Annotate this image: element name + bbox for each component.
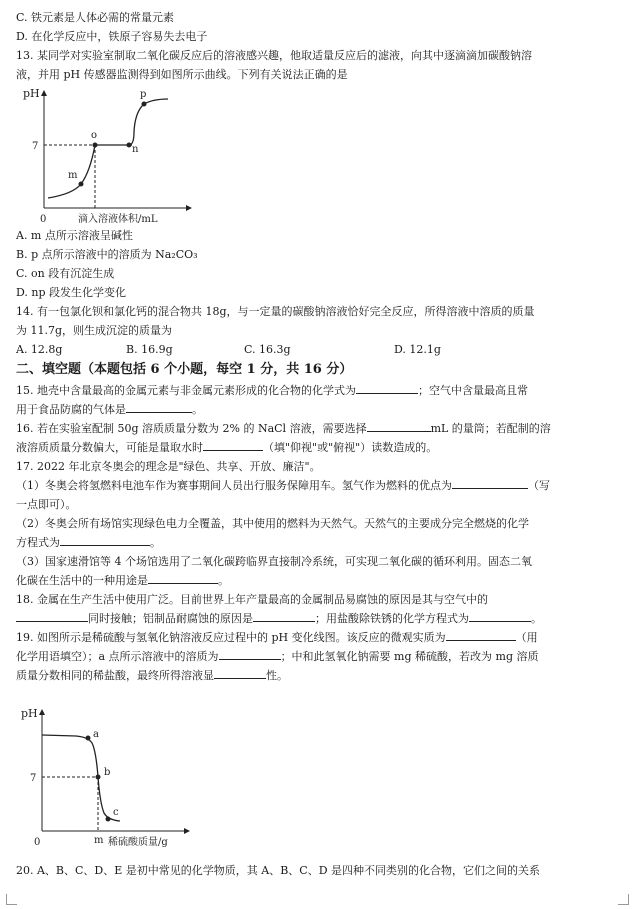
- q19-text-d: ；中和此氢氧化钠需要 mg 稀硫酸，若改为 mg 溶质: [280, 650, 539, 663]
- q17-p2-text: 方程式为: [16, 536, 60, 549]
- q20-line1: 20. A、B、C、D、E 是初中常见的化学物质，其 A、B、C、D 是四种不同类别的化合物，它们之间的关系: [16, 864, 541, 877]
- point-o: [93, 143, 98, 148]
- q16-blank-1[interactable]: [367, 419, 431, 432]
- q19-text-b: （用: [515, 631, 538, 644]
- y-axis-label: pH: [21, 707, 38, 720]
- origin-label: 0: [34, 837, 41, 848]
- q17-part2-line2: [16, 533, 619, 552]
- y-axis-label: pH: [23, 87, 40, 100]
- q17-p3-text: 化碳在生活中的一种用途是: [16, 574, 148, 587]
- q18-text-b: ；用盐酸除铁锈的化学方程式为: [315, 612, 469, 625]
- label-o: o: [91, 130, 98, 141]
- point-p: [142, 102, 147, 107]
- y-axis-arrow: [41, 90, 47, 96]
- q18-blank-2[interactable]: [253, 609, 315, 622]
- q15-line1: [16, 381, 619, 400]
- q13-option-a: A. m 点所示溶液呈碱性: [16, 229, 133, 242]
- y-axis-arrow: [39, 709, 45, 715]
- q13-option-d: D. np 段发生化学变化: [16, 286, 127, 299]
- q18-line2: [16, 609, 619, 628]
- q14-option-d: D. 12.1g: [394, 343, 441, 356]
- q14-option-c: C. 16.3g: [244, 343, 291, 356]
- q13-stem-line1: 13. 某同学对实验室制取二氧化碳反应后的溶液感兴趣，他取适量反应后的滤液，向其中逐滴滴加碳酸钠溶: [16, 49, 532, 62]
- q18-blank-1[interactable]: [16, 609, 88, 622]
- q19-text-e: 质量分数相同的稀盐酸，最终所得溶液显: [16, 669, 214, 682]
- q17-part2-line1: （2）冬奥会所有场馆实现绿色电力全覆盖，其中使用的燃料为天然气。天然气的主要成分完全燃烧的化学: [16, 517, 529, 530]
- q17-stem: 17. 2022 年北京冬奥会的理念是"绿色、共享、开放、廉洁"。: [16, 460, 321, 473]
- q19-blank-3[interactable]: [214, 666, 266, 679]
- q16-line1: [16, 419, 619, 438]
- q15-text-b: ；空气中含量最高且常: [418, 384, 528, 397]
- q17-part1-line2: 一点即可）。: [16, 498, 77, 511]
- ph-curve: [48, 99, 168, 198]
- q15-text-a: 15. 地壳中含量最高的金属元素与非金属元素形成的化合物的化学式为: [16, 384, 356, 397]
- q14-options: [16, 340, 619, 359]
- ph-curve: [42, 735, 120, 821]
- q19-blank-1[interactable]: [446, 628, 516, 641]
- q19-ph-chart: [16, 699, 216, 849]
- q18-line1: 18. 金属在生产生活中使用广泛。目前世界上年产量最高的金属制品易腐蚀的原因是其与空气中的: [16, 593, 488, 606]
- point-b: [96, 775, 101, 780]
- point-m: [79, 182, 84, 187]
- q13-option-b: B. p 点所示溶液中的溶质为 Na₂CO₃: [16, 248, 198, 261]
- x-axis-label: 稀硫酸质量/g: [108, 837, 168, 848]
- x-axis-arrow: [184, 828, 190, 834]
- label-c: c: [113, 807, 119, 818]
- point-n: [127, 143, 132, 148]
- q17-blank-1[interactable]: [452, 476, 528, 489]
- q16-text-b: mL 的量筒；若配制的溶: [430, 422, 551, 435]
- point-a: [86, 736, 91, 741]
- q17-blank-3[interactable]: [148, 571, 218, 584]
- q13-option-c: C. on 段有沉淀生成: [16, 267, 115, 280]
- q17-p3-end: 。: [218, 574, 229, 587]
- label-m: m: [68, 170, 78, 181]
- q17-p1-text-b: （写: [528, 479, 550, 492]
- q14-stem-line1: 14. 有一包氯化钡和氯化钙的混合物共 18g，与一定量的碳酸钠溶液恰好完全反应，所得溶液中溶质的质量: [16, 305, 535, 318]
- origin-label: 0: [40, 214, 47, 225]
- q15-blank-2[interactable]: [126, 400, 192, 413]
- q17-p2-end: 。: [150, 536, 161, 549]
- q19-text-f: 性。: [266, 669, 288, 682]
- label-p: p: [140, 89, 147, 100]
- q18-text-a: 同时接触；铝制品耐腐蚀的原因是: [88, 612, 253, 625]
- q17-p1-text: （1）冬奥会将氢燃料电池车作为赛事期间人员出行服务保障用车。氢气作为燃料的优点为: [16, 479, 452, 492]
- q14-option-b: B. 16.9g: [126, 343, 173, 356]
- q19-text-c: 化学用语填空）；a 点所示溶液中的溶质为: [16, 650, 219, 663]
- q17-blank-2[interactable]: [60, 533, 150, 546]
- q15-text-c: 用于食品防腐的气体是: [16, 403, 126, 416]
- q13-ph-chart: [18, 84, 218, 226]
- x-axis-arrow: [186, 205, 192, 211]
- q15-line2: [16, 400, 619, 419]
- q14-stem-line2: 为 11.7g，则生成沉淀的质量为: [16, 324, 173, 337]
- x-tick-m: m: [94, 835, 104, 846]
- q19-text-a: 19. 如图所示是稀硫酸与氢氧化钠溶液反应过程中的 pH 变化线图。该反应的微观实质为: [16, 631, 446, 644]
- q16-text-d: （填"仰视"或"俯视"）读数造成的。: [263, 441, 438, 454]
- label-n: n: [132, 144, 139, 155]
- q16-text-c: 液溶质质量分数偏大，可能是量取水时: [16, 441, 203, 454]
- point-c: [106, 817, 111, 822]
- q15-text-d: 。: [192, 403, 203, 416]
- tick-7-label: 7: [30, 773, 37, 784]
- q15-blank-1[interactable]: [356, 381, 418, 394]
- page-corner-bottom-right: [618, 894, 629, 905]
- x-axis-label: 滴入溶液体积/mL: [78, 214, 158, 225]
- label-b: b: [104, 767, 111, 778]
- section-2-heading: 二、填空题（本题包括 6 个小题，每空 1 分，共 16 分）: [16, 362, 353, 377]
- tick-7-label: 7: [32, 141, 39, 152]
- exam-page: [16, 8, 619, 880]
- q18-blank-3[interactable]: [469, 609, 531, 622]
- q18-text-c: 。: [531, 612, 542, 625]
- page-corner-bottom-left: [6, 894, 17, 905]
- q17-part3-line2: [16, 571, 619, 590]
- q16-text-a: 16. 若在实验室配制 50g 溶质质量分数为 2% 的 NaCl 溶液，需要选择: [16, 422, 367, 435]
- label-a: a: [93, 729, 99, 740]
- q12-option-c: C. 铁元素是人体必需的常量元素: [16, 11, 175, 24]
- q17-part1-line1: [16, 476, 619, 495]
- q19-line3: [16, 666, 619, 685]
- q19-blank-2[interactable]: [219, 647, 281, 660]
- q16-blank-2[interactable]: [203, 438, 263, 451]
- q19-line2: [16, 647, 619, 666]
- q13-stem-line2: 液，并用 pH 传感器监测得到如图所示曲线。下列有关说法正确的是: [16, 68, 348, 81]
- q16-line2: [16, 438, 619, 457]
- q12-option-d: D. 在化学反应中，铁原子容易失去电子: [16, 30, 208, 43]
- q14-option-a: A. 12.8g: [16, 343, 63, 356]
- q19-line1: [16, 628, 619, 647]
- q17-part3-line1: （3）国家速滑馆等 4 个场馆选用了二氧化碳跨临界直接制冷系统，可实现二氧化碳的循环利用。固态二氧: [16, 555, 532, 568]
